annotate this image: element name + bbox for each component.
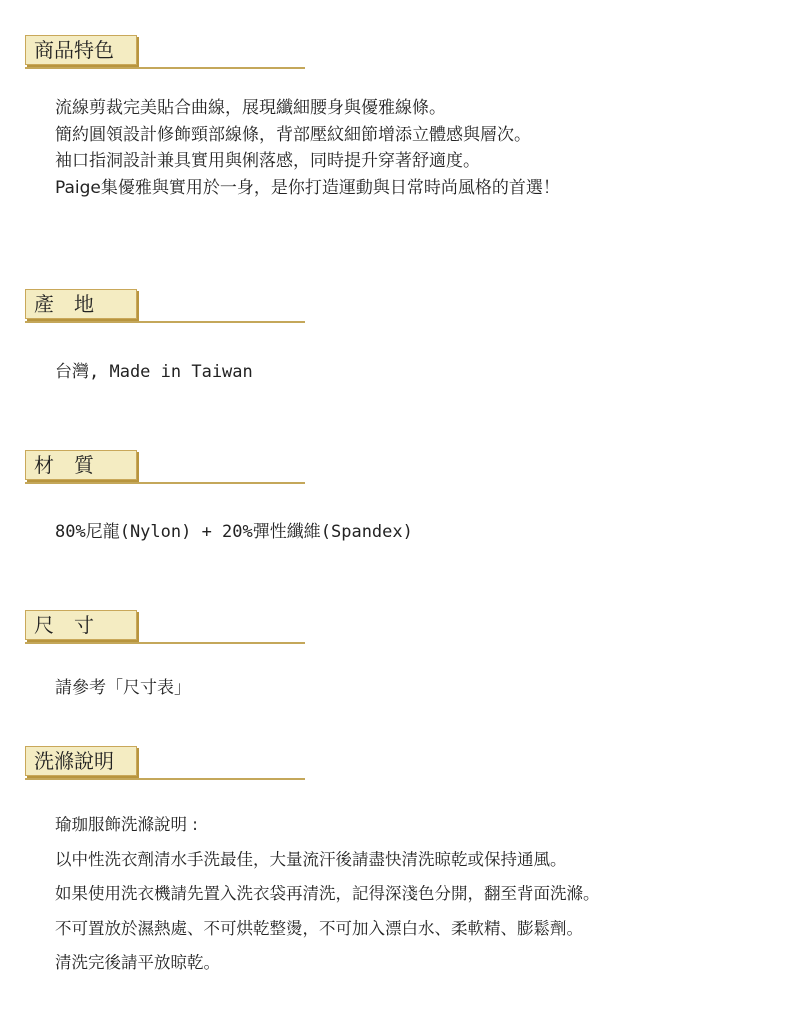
washing-line: 清洗完後請平放晾乾。 <box>55 953 220 972</box>
material-text: 80%尼龍(Nylon) + 20%彈性纖維(Spandex) <box>55 522 413 542</box>
section-tag: 材 質 <box>25 450 137 480</box>
section-underline <box>25 482 305 484</box>
section-underline <box>25 778 305 780</box>
washing-line: 不可置放於濕熱處、不可烘乾整燙，不可加入漂白水、柔軟精、膨鬆劑。 <box>55 918 583 938</box>
section-tag: 洗滌說明 <box>25 746 137 776</box>
product-features-text <box>55 95 560 201</box>
section-underline <box>25 321 305 323</box>
washing-line: 如果使用洗衣機請先置入洗衣袋再清洗，記得深淺色分開，翻至背面洗滌。 <box>55 884 600 903</box>
section-tag: 尺 寸 <box>25 610 137 640</box>
washing-line: 以中性洗衣劑清水手洗最佳，大量流汗後請盡快清洗晾乾或保持通風。 <box>55 849 567 869</box>
size-text: 請參考「尺寸表」 <box>55 678 191 698</box>
feature-line: Paige集優雅與實用於一身，是你打造運動與日常時尚風格的首選！ <box>55 177 560 198</box>
section-underline <box>25 67 305 69</box>
section-underline <box>25 642 305 644</box>
origin-text: 台灣, Made in Taiwan <box>55 362 253 382</box>
section-tag: 產 地 <box>25 289 137 319</box>
washing-line: 瑜珈服飾洗滌說明 : <box>55 815 198 834</box>
feature-line: 袖口指洞設計兼具實用與俐落感，同時提升穿著舒適度。 <box>55 151 480 171</box>
feature-line: 簡約圓領設計修飾頸部線條，背部壓紋細節增添立體感與層次。 <box>55 124 531 145</box>
section-tag: 商品特色 <box>25 35 137 65</box>
washing-text <box>55 808 600 981</box>
feature-line: 流線剪裁完美貼合曲線，展現纖細腰身與優雅線條。 <box>55 98 446 118</box>
